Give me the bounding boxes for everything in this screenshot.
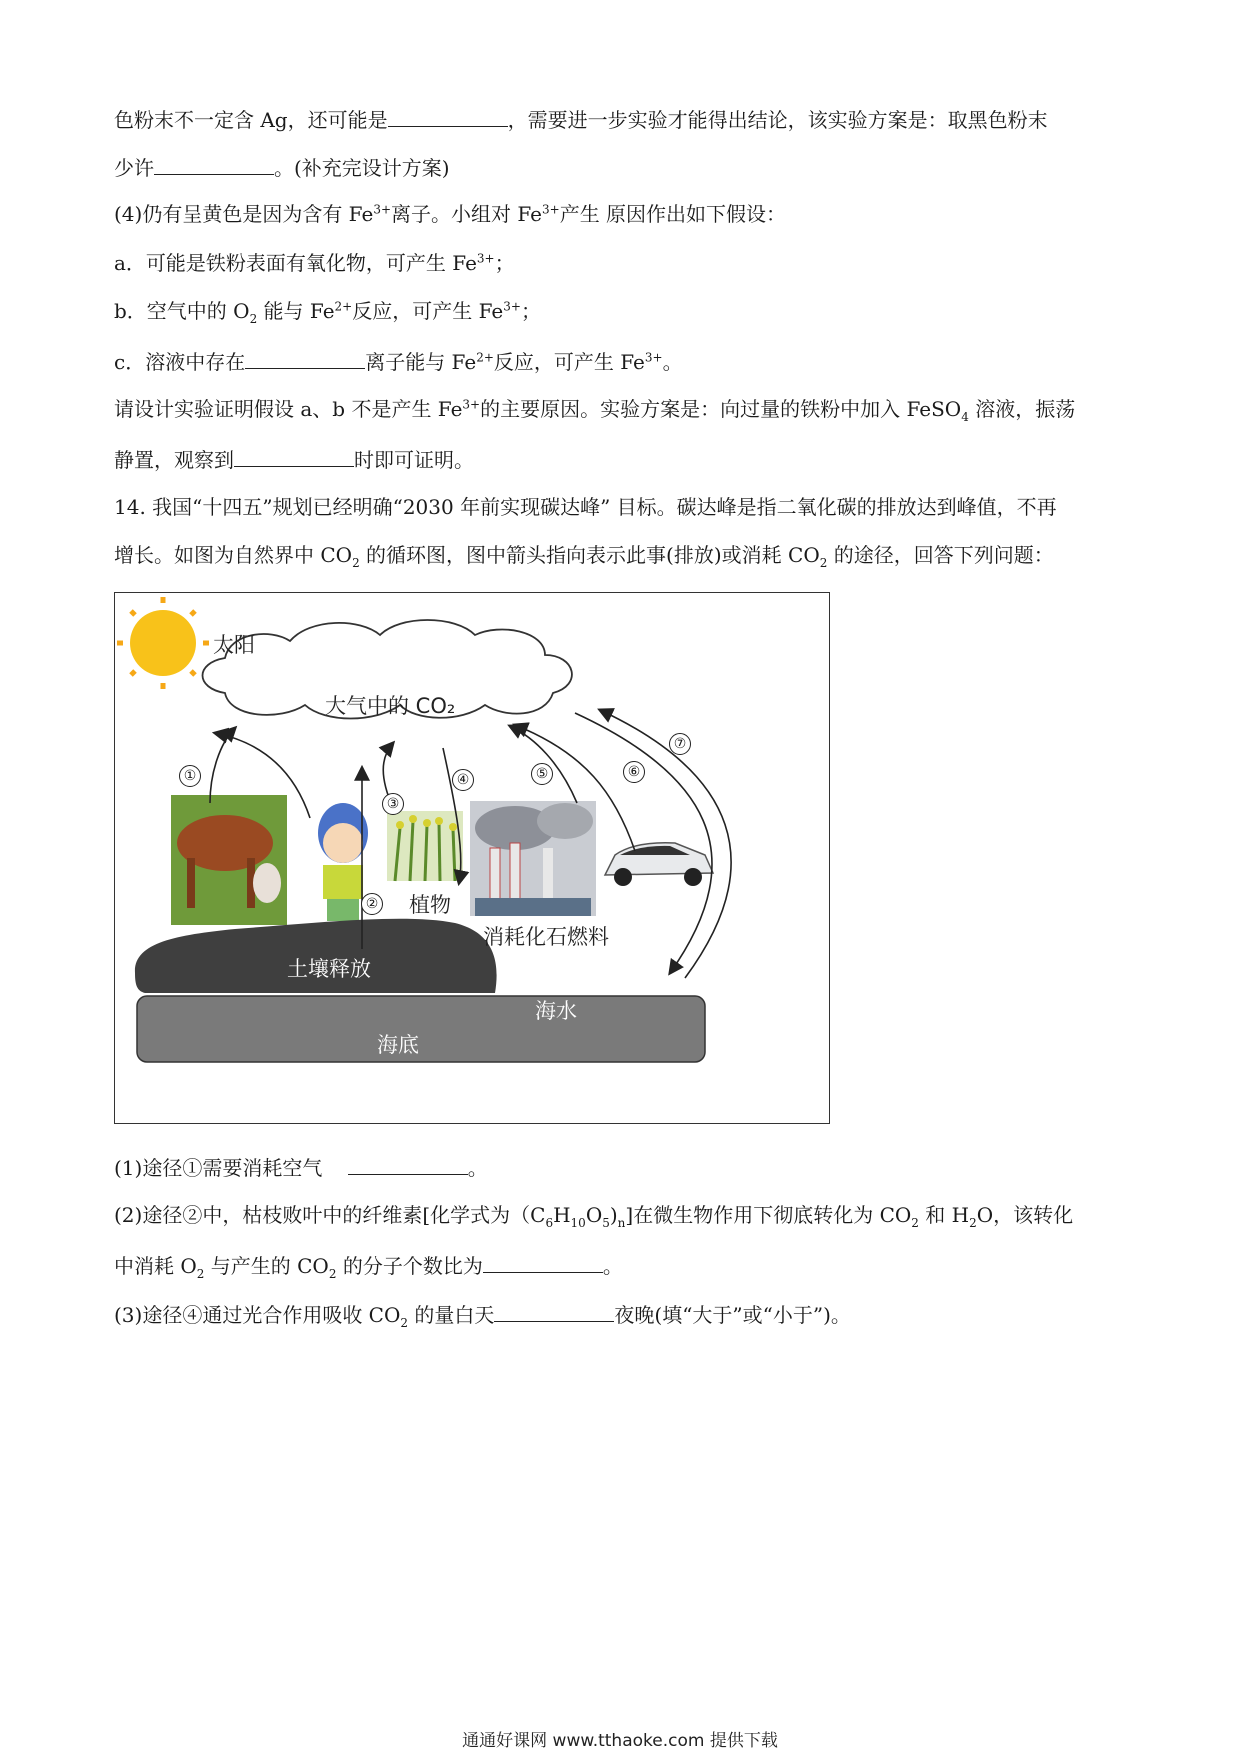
- answer-blank[interactable]: [154, 152, 274, 175]
- question-14-line-2: 增长。如图为自然界中 $CO_2$ 的循环图，图中箭头指向表示此事(排放)或消耗 $CO_2$ 的途径，回答下列问题：: [114, 543, 1054, 570]
- text-line-7: 请设计实验证明假设 a、b 不是产生 $Fe^{3+}$的主要原因。实验方案是：向过量的铁粉中加入 FeSO$_4$ 溶液，振荡: [114, 397, 1076, 424]
- text-line-1: 色粉末不一定含 Ag，还可能是 ，需要进一步实验才能得出结论，该实验方案是：取黑色粉末: [114, 104, 1048, 134]
- answer-blank[interactable]: [483, 1250, 603, 1273]
- path-number-1: ①: [179, 765, 201, 787]
- path-number-4: ④: [452, 769, 474, 791]
- path-number-7: ⑦: [669, 733, 691, 755]
- arrow-path-1: [210, 728, 235, 803]
- answer-blank[interactable]: [234, 444, 354, 467]
- path-number-6: ⑥: [623, 761, 645, 783]
- text-line-4: a．可能是铁粉表面有氧化物，可产生 $Fe^{3+}$；: [114, 251, 515, 275]
- answer-blank[interactable]: [388, 104, 508, 127]
- sub-question-2: (2)途径②中，枯枝败叶中的纤维素[化学式为$(C_6H_{10}O_5)_n$]在微生物作用下彻底转化为 $CO_2$ 和 $H_2O$，该转化: [114, 1203, 1074, 1230]
- label-seawater: 海水: [535, 999, 577, 1023]
- factory-photo: [470, 801, 596, 916]
- label-fossil-fuel: 消耗化石燃料: [483, 925, 609, 949]
- label-sun: 太阳: [213, 633, 255, 657]
- answer-blank[interactable]: [245, 346, 365, 369]
- sub-question-2-cont: 中消耗 $O_2$ 与产生的 $CO_2$ 的分子个数比为 。: [114, 1250, 623, 1280]
- plant-photo: [387, 811, 463, 881]
- path-number-2: ②: [361, 893, 383, 915]
- answer-blank[interactable]: [348, 1152, 468, 1175]
- sun-icon: [117, 597, 209, 689]
- text-line-3: (4)仍有呈黄色是因为含有 $Fe^{3+}$离子。小组对 $Fe^{3+}$产生 原因作出如下假设：: [114, 202, 787, 226]
- label-atmosphere-co2: 大气中的 CO₂: [325, 694, 456, 718]
- sub-question-3: (3)途径④通过光合作用吸收 $CO_2$ 的量白天 夜晚(填“大于”或“小于”)。: [114, 1299, 851, 1329]
- text-line-5: b．空气中的 $O_2$ 能与 $Fe^{2+}$反应，可产生 $Fe^{3+}$；: [114, 299, 541, 326]
- diagram-graphics: [115, 593, 831, 1125]
- answer-blank[interactable]: [494, 1299, 614, 1322]
- label-plant: 植物: [409, 893, 451, 917]
- text-line-2: 少许 。(补充完设计方案): [114, 152, 450, 182]
- seabed-block: [137, 996, 705, 1062]
- path-number-3: ③: [382, 793, 404, 815]
- question-14-line-1: 14. 我国“十四五”规划已经明确“2030 年前实现碳达峰” 目标。碳达峰是指二氧化碳的排放达到峰值，不再: [114, 495, 1057, 519]
- footer-credit: 通通好课网 www.tthaoke.com 提供下载: [462, 1731, 778, 1751]
- cow-photo: [171, 795, 287, 925]
- car-photo: [605, 843, 713, 886]
- co2-cycle-diagram: [114, 592, 830, 1124]
- label-soil-release: 土壤释放: [287, 957, 371, 981]
- text-line-8: 静置，观察到 时即可证明。: [114, 444, 474, 474]
- sub-question-1: (1)途径①需要消耗空气 。: [114, 1152, 488, 1182]
- text-line-6: c．溶液中存在 离子能与 $Fe^{2+}$反应，可产生 $Fe^{3+}$。: [114, 346, 683, 376]
- label-seabed: 海底: [377, 1033, 419, 1057]
- path-number-5: ⑤: [531, 763, 553, 785]
